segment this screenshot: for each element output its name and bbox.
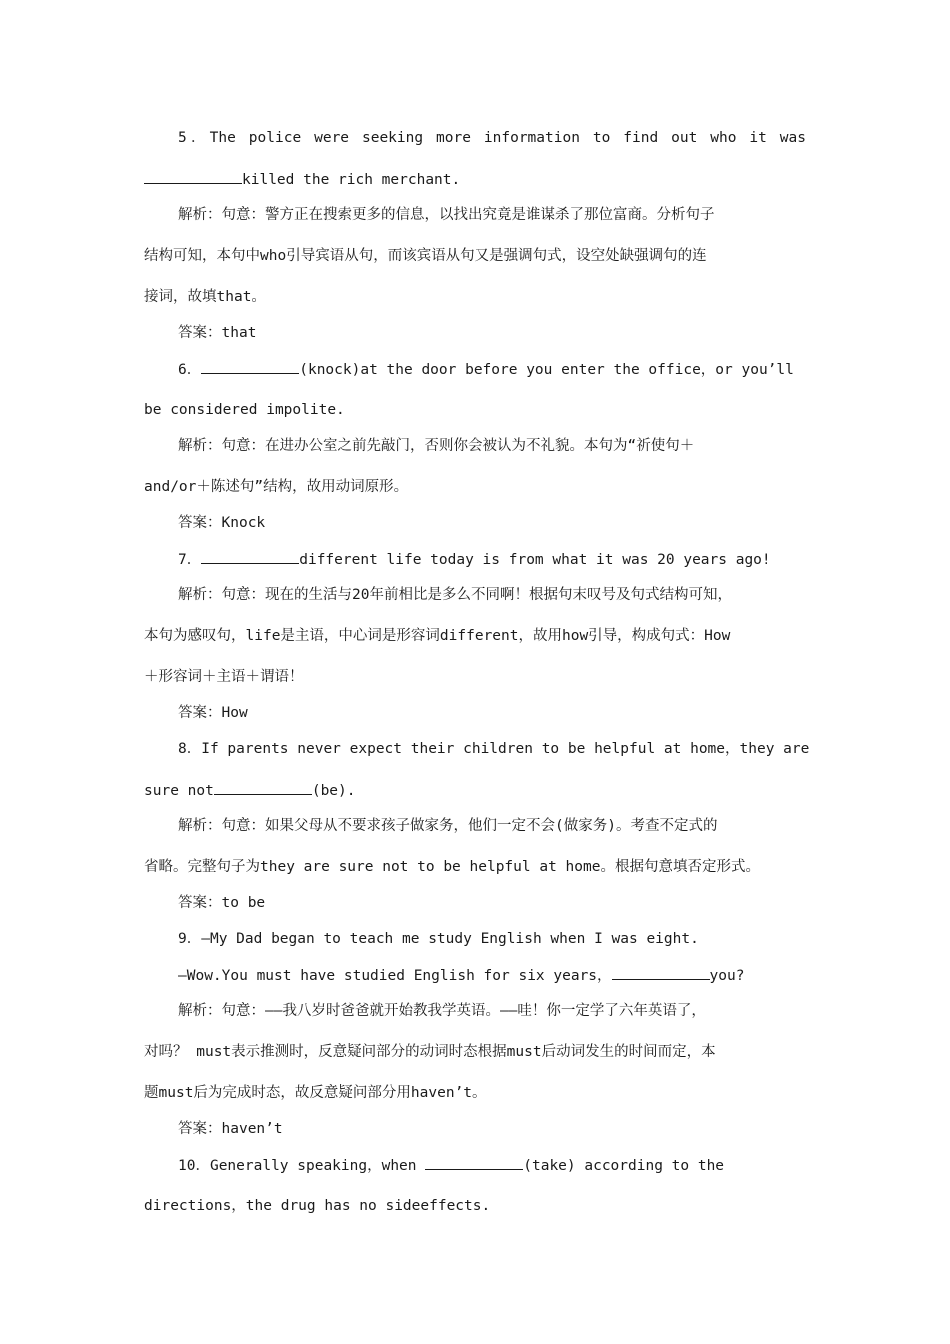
question-8-analysis-2: 省略。完整句子为they are sure not to be helpful at home。根据句意填否定形式。 <box>144 859 760 875</box>
question-6-analysis-2: and/or＋陈述句”结构，故用动词原形。 <box>144 479 409 495</box>
question-9-answer: 答案：haven’t <box>178 1121 283 1137</box>
question-8-line-1: 8．If parents never expect their children to be helpful at home，they are <box>178 741 810 757</box>
question-5-line-1: 5．The police were seeking more information to find out who it was <box>178 130 806 146</box>
question-5-analysis-2: 结构可知，本句中who引导宾语从句，而该宾语从句又是强调句式，设空处缺强调句的连 <box>144 248 707 264</box>
question-10-line-1: 10．Generally speaking，when (take) according to the <box>178 1155 724 1176</box>
answer-blank[interactable] <box>612 965 710 980</box>
question-7-analysis-1: 解析：句意：现在的生活与20年前相比是多么不同啊！根据句末叹号及句式结构可知， <box>178 587 732 603</box>
question-9-analysis-3: 题must后为完成时态，故反意疑问部分用haven’t。 <box>144 1085 487 1101</box>
question-9-line-2: —Wow.You must have studied English for six years， you? <box>178 965 744 986</box>
question-10-line-2: directions，the drug has no sideeffects. <box>144 1198 491 1214</box>
question-5-line-2: killed the rich merchant. <box>144 169 460 190</box>
question-5-analysis-1: 解析：句意：警方正在搜索更多的信息，以找出究竟是谁谋杀了那位富商。分析句子 <box>178 207 715 223</box>
question-9-analysis-1: 解析：句意：——我八岁时爸爸就开始教我学英语。——哇！你一定学了六年英语了， <box>178 1003 706 1019</box>
answer-blank[interactable] <box>214 780 312 795</box>
question-9-line-1: 9．—My Dad began to teach me study English when I was eight. <box>178 931 699 947</box>
question-5-analysis-3: 接词，故填that。 <box>144 289 266 305</box>
answer-blank[interactable] <box>201 359 299 374</box>
question-5-answer: 答案：that <box>178 325 257 341</box>
question-9-analysis-2: 对吗？ must表示推测时，反意疑问部分的动词时态根据must后动词发生的时间而定，本 <box>144 1044 716 1060</box>
question-6-line-1: 6． (knock)at the door before you enter the office，or you’ll <box>178 359 794 380</box>
question-6-analysis-1: 解析：句意：在进办公室之前先敲门，否则你会被认为不礼貌。本句为“祈使句＋ <box>178 438 695 454</box>
answer-blank[interactable] <box>144 169 242 184</box>
question-6-answer: 答案：Knock <box>178 515 266 531</box>
answer-blank[interactable] <box>201 549 299 564</box>
question-8-answer: 答案：to be <box>178 895 266 911</box>
question-8-analysis-1: 解析：句意：如果父母从不要求孩子做家务，他们一定不会(做家务)。考查不定式的 <box>178 818 718 834</box>
question-8-line-2: sure not (be). <box>144 780 356 801</box>
question-7-analysis-2: 本句为感叹句，life是主语，中心词是形容词different，故用how引导，构成句式：How <box>144 628 731 644</box>
answer-blank[interactable] <box>425 1155 523 1170</box>
question-7-analysis-3: ＋形容词＋主语＋谓语！ <box>144 669 304 685</box>
question-6-line-2: be considered impolite. <box>144 402 345 418</box>
question-7-answer: 答案：How <box>178 705 248 721</box>
question-7-line-1: 7． different life today is from what it was 20 years ago! <box>178 549 771 570</box>
